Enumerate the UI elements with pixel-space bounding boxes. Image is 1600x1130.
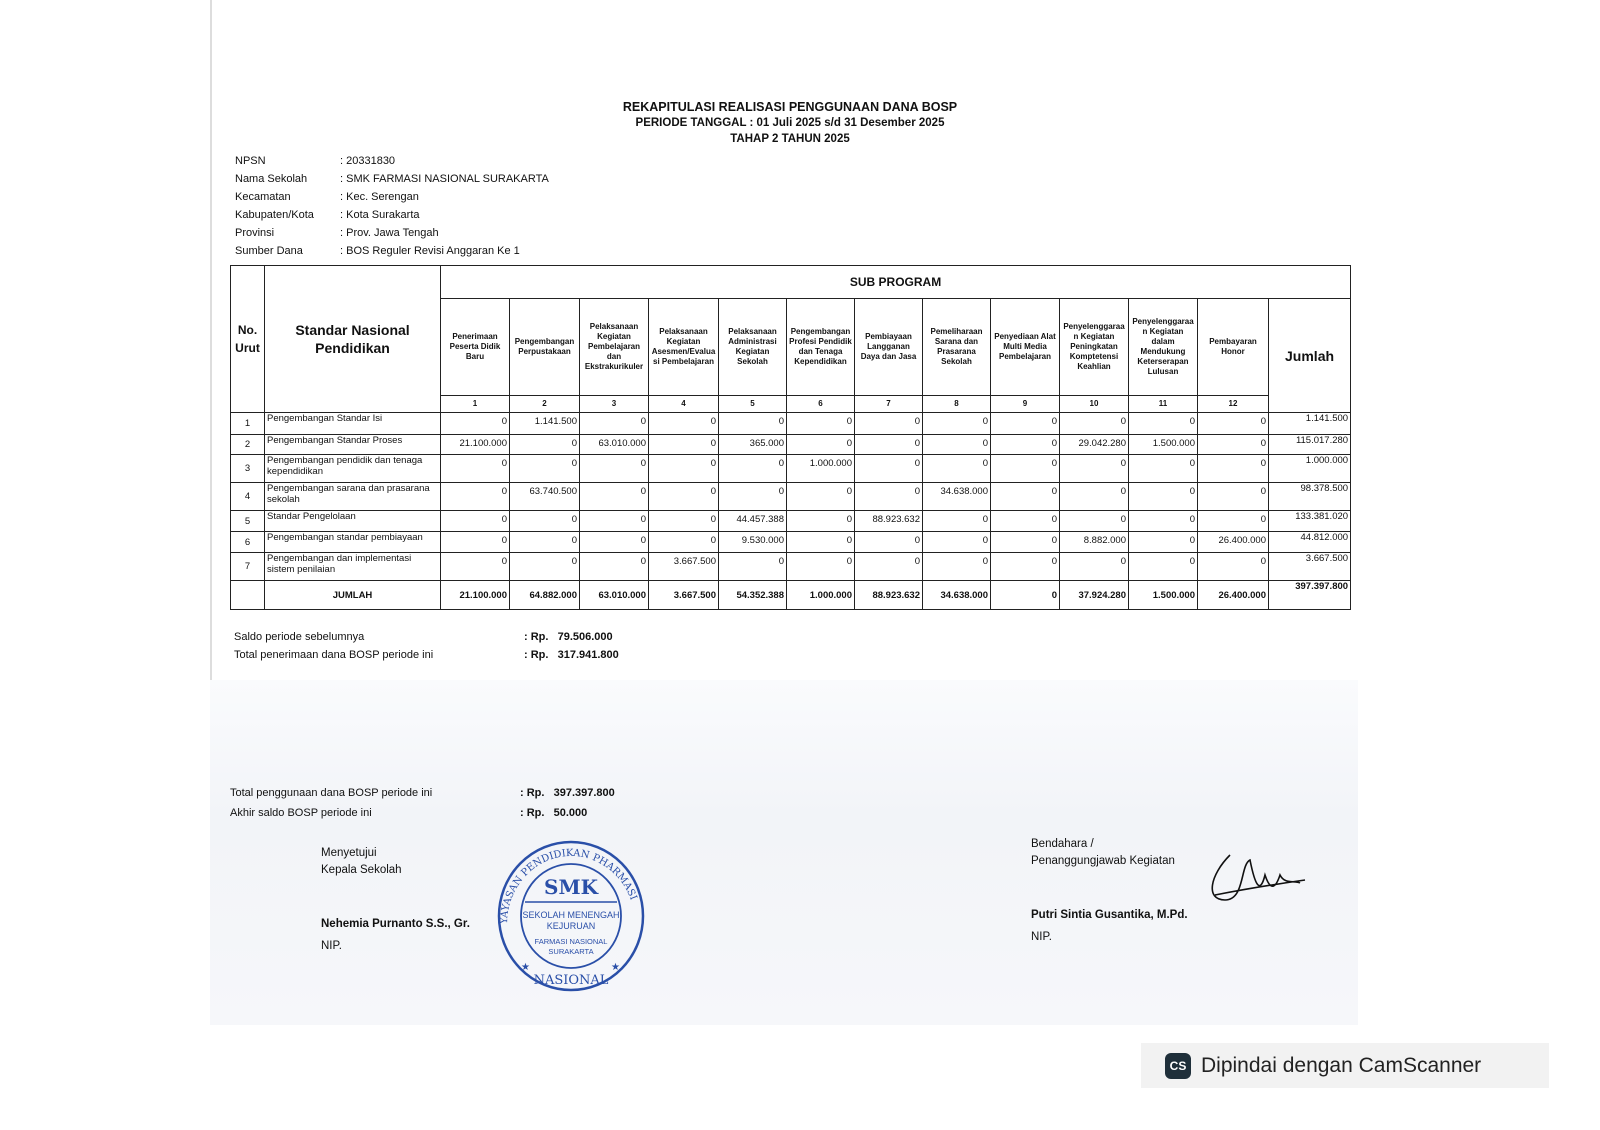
total-blank xyxy=(231,581,265,610)
cell-value: 0 xyxy=(1198,455,1269,483)
table-row xyxy=(231,483,1351,511)
table-row xyxy=(231,413,1351,435)
cell-value: 0 xyxy=(787,553,855,581)
total-value: 1.500.000 xyxy=(1129,581,1198,610)
cell-value: 0 xyxy=(719,413,787,435)
info-label: Kabupaten/Kota xyxy=(235,209,314,221)
cell-value: 0 xyxy=(1198,413,1269,435)
camscanner-text: Dipindai dengan CamScanner xyxy=(1201,1053,1482,1077)
cell-value: 0 xyxy=(510,435,580,455)
table-row xyxy=(231,532,1351,553)
row-standard-name: Pengembangan dan implementasi sistem penilaian xyxy=(265,553,441,581)
column-header: Pengembangan Perpustakaan xyxy=(510,299,580,396)
row-number: 1 xyxy=(231,413,265,435)
cell-value: 0 xyxy=(580,553,649,581)
cell-value: 8.882.000 xyxy=(1060,532,1129,553)
cell-value: 0 xyxy=(787,413,855,435)
info-row xyxy=(235,224,549,242)
cell-value: 29.042.280 xyxy=(1060,435,1129,455)
cell-value: 0 xyxy=(1129,455,1198,483)
svg-text:FARMASI NASIONAL: FARMASI NASIONAL xyxy=(534,937,608,946)
row-standard-name: Standar Pengelolaan xyxy=(265,511,441,532)
info-label: Nama Sekolah xyxy=(235,173,308,185)
cell-value: 1.141.500 xyxy=(510,413,580,435)
svg-text:★: ★ xyxy=(611,962,620,973)
cell-value: 0 xyxy=(1198,435,1269,455)
school-stamp xyxy=(495,832,645,992)
cell-value: 0 xyxy=(649,511,719,532)
column-number: 2 xyxy=(510,396,580,413)
info-row xyxy=(235,206,549,224)
approve-label: Menyetujui xyxy=(321,847,377,859)
cell-value: 0 xyxy=(580,455,649,483)
cell-value: 0 xyxy=(580,483,649,511)
cell-value: 0 xyxy=(923,455,991,483)
total-value: 34.638.000 xyxy=(923,581,991,610)
cell-value: 0 xyxy=(855,435,923,455)
principal-nip: NIP. xyxy=(321,940,342,952)
treasurer-label: Bendahara / xyxy=(1031,838,1094,850)
total-value: 64.882.000 xyxy=(510,581,580,610)
total-value: 88.923.632 xyxy=(855,581,923,610)
akhir-label: Akhir saldo BOSP periode ini xyxy=(230,807,372,819)
row-total: 133.381.020 xyxy=(1269,511,1351,532)
info-value: : BOS Reguler Revisi Anggaran Ke 1 xyxy=(340,245,520,257)
cell-value: 0 xyxy=(719,483,787,511)
info-row xyxy=(235,170,549,188)
column-header: Pembiayaan Langganan Daya dan Jasa xyxy=(855,299,923,396)
cell-value: 0 xyxy=(441,413,510,435)
cell-value: 0 xyxy=(1129,483,1198,511)
treasurer-nip: NIP. xyxy=(1031,931,1052,943)
penggunaan-value: : Rp. 397.397.800 xyxy=(520,787,615,799)
cell-value: 0 xyxy=(441,553,510,581)
akhir-value: : Rp. 50.000 xyxy=(520,807,588,819)
cell-value: 0 xyxy=(1129,532,1198,553)
cell-value: 0 xyxy=(649,532,719,553)
cell-value: 0 xyxy=(510,511,580,532)
column-header: Pelaksanaan Administrasi Kegiatan Sekolah xyxy=(719,299,787,396)
cell-value: 0 xyxy=(1060,483,1129,511)
cell-value: 0 xyxy=(719,553,787,581)
row-number: 3 xyxy=(231,455,265,483)
column-number: 11 xyxy=(1129,396,1198,413)
sub-program-header: SUB PROGRAM xyxy=(441,266,1351,299)
cell-value: 0 xyxy=(441,483,510,511)
doc-period: PERIODE TANGGAL : 01 Juli 2025 s/d 31 Desember 2025 xyxy=(635,117,945,129)
row-standard-name: Pengembangan pendidik dan tenaga kependidikan xyxy=(265,455,441,483)
signature-left xyxy=(321,845,470,955)
row-number: 6 xyxy=(231,532,265,553)
penerimaan-label: Total penerimaan dana BOSP periode ini xyxy=(234,649,434,661)
table-row xyxy=(231,553,1351,581)
cell-value: 0 xyxy=(580,413,649,435)
total-penerimaan xyxy=(234,648,619,662)
total-value: 63.010.000 xyxy=(580,581,649,610)
total-value: 3.667.500 xyxy=(649,581,719,610)
cell-value: 0 xyxy=(510,532,580,553)
cell-value: 26.400.000 xyxy=(1198,532,1269,553)
row-total: 44.812.000 xyxy=(1269,532,1351,553)
cell-value: 0 xyxy=(855,483,923,511)
cell-value: 0 xyxy=(1198,511,1269,532)
total-label: JUMLAH xyxy=(265,581,441,610)
doc-title: REKAPITULASI REALISASI PENGGUNAAN DANA BOSP xyxy=(622,100,958,114)
cell-value: 0 xyxy=(923,435,991,455)
svg-text:YAYASAN PENDIDIKAN PHARMASI: YAYASAN PENDIDIKAN PHARMASI xyxy=(498,847,639,925)
cell-value: 0 xyxy=(991,435,1060,455)
row-standard-name: Pengembangan Standar Isi xyxy=(265,413,441,435)
cell-value: 0 xyxy=(855,553,923,581)
table-row xyxy=(231,511,1351,532)
svg-text:SURAKARTA: SURAKARTA xyxy=(548,947,594,956)
doc-stage: TAHAP 2 TAHUN 2025 xyxy=(730,133,850,145)
cell-value: 0 xyxy=(649,483,719,511)
column-header: Penyediaan Alat Multi Media Pembelajaran xyxy=(991,299,1060,396)
treasurer-name: Putri Sintia Gusantika, M.Pd. xyxy=(1031,909,1188,921)
row-total: 115.017.280 xyxy=(1269,435,1351,455)
cell-value: 0 xyxy=(991,413,1060,435)
cell-value: 0 xyxy=(855,532,923,553)
svg-text:SEKOLAH MENENGAH: SEKOLAH MENENGAH xyxy=(522,910,620,920)
column-header: Pengembangan Profesi Pendidik dan Tenaga Kependidikan xyxy=(787,299,855,396)
cell-value: 0 xyxy=(580,532,649,553)
column-number: 4 xyxy=(649,396,719,413)
column-header: Pemeliharaan Sarana dan Prasarana Sekolah xyxy=(923,299,991,396)
info-value: : Prov. Jawa Tengah xyxy=(340,227,439,239)
column-number: 6 xyxy=(787,396,855,413)
cell-value: 1.000.000 xyxy=(787,455,855,483)
saldo-label: Saldo periode sebelumnya xyxy=(234,631,365,643)
row-standard-name: Pengembangan standar pembiayaan xyxy=(265,532,441,553)
column-header: Penerimaan Peserta Didik Baru xyxy=(441,299,510,396)
row-number: 7 xyxy=(231,553,265,581)
cell-value: 0 xyxy=(1060,553,1129,581)
principal-label: Kepala Sekolah xyxy=(321,864,402,876)
column-header: Pelaksanaan Kegiatan Asesmen/Evaluasi Pembelajaran xyxy=(649,299,719,396)
jumlah-header: Jumlah xyxy=(1269,299,1351,413)
info-value: : Kota Surakarta xyxy=(340,209,420,221)
row-total: 98.378.500 xyxy=(1269,483,1351,511)
cell-value: 0 xyxy=(510,455,580,483)
info-row xyxy=(235,188,549,206)
svg-text:NASIONAL: NASIONAL xyxy=(533,973,609,988)
cell-value: 0 xyxy=(1129,511,1198,532)
row-standard-name: Pengembangan sarana dan prasarana sekolah xyxy=(265,483,441,511)
cell-value: 0 xyxy=(580,511,649,532)
column-number: 8 xyxy=(923,396,991,413)
cell-value: 0 xyxy=(1198,483,1269,511)
cell-value: 0 xyxy=(510,553,580,581)
cell-value: 0 xyxy=(855,413,923,435)
cell-value: 0 xyxy=(923,413,991,435)
cell-value: 365.000 xyxy=(719,435,787,455)
camscanner-watermark xyxy=(1141,1043,1549,1088)
cell-value: 21.100.000 xyxy=(441,435,510,455)
cell-value: 1.500.000 xyxy=(1129,435,1198,455)
column-number: 3 xyxy=(580,396,649,413)
total-value: 54.352.388 xyxy=(719,581,787,610)
row-total: 3.667.500 xyxy=(1269,553,1351,581)
cell-value: 0 xyxy=(441,532,510,553)
camscanner-logo-icon: CS xyxy=(1165,1053,1191,1079)
responsible-label: Penanggungjawab Kegiatan xyxy=(1031,855,1175,867)
total-value: 37.924.280 xyxy=(1060,581,1129,610)
cell-value: 0 xyxy=(923,532,991,553)
no-header: No. Urut xyxy=(231,266,265,413)
cell-value: 0 xyxy=(855,455,923,483)
cell-value: 0 xyxy=(441,455,510,483)
akhir-saldo xyxy=(230,806,587,820)
grand-total: 397.397.800 xyxy=(1269,581,1351,610)
cell-value: 0 xyxy=(1129,413,1198,435)
cell-value: 0 xyxy=(1129,553,1198,581)
cell-value: 0 xyxy=(1060,455,1129,483)
cell-value: 0 xyxy=(991,455,1060,483)
cell-value: 0 xyxy=(923,511,991,532)
cell-value: 0 xyxy=(787,435,855,455)
cell-value: 0 xyxy=(991,511,1060,532)
cell-value: 0 xyxy=(1060,511,1129,532)
info-row xyxy=(235,152,549,170)
row-number: 5 xyxy=(231,511,265,532)
info-value: : 20331830 xyxy=(340,155,396,167)
column-number: 5 xyxy=(719,396,787,413)
total-penggunaan xyxy=(230,786,615,800)
info-label: Sumber Dana xyxy=(235,245,303,257)
column-header: Pelaksanaan Kegiatan Pembelajaran dan Ekstrakurikuler xyxy=(580,299,649,396)
info-value: : SMK FARMASI NASIONAL SURAKARTA xyxy=(340,173,549,185)
cell-value: 44.457.388 xyxy=(719,511,787,532)
cell-value: 0 xyxy=(1060,413,1129,435)
cell-value: 0 xyxy=(991,483,1060,511)
svg-text:KEJURUAN: KEJURUAN xyxy=(546,921,596,931)
cell-value: 63.740.500 xyxy=(510,483,580,511)
info-label: Provinsi xyxy=(235,227,275,239)
cell-value: 9.530.000 xyxy=(719,532,787,553)
row-total: 1.000.000 xyxy=(1269,455,1351,483)
column-number: 7 xyxy=(855,396,923,413)
cell-value: 0 xyxy=(923,553,991,581)
cell-value: 63.010.000 xyxy=(580,435,649,455)
recap-table xyxy=(230,265,1351,610)
svg-text:★: ★ xyxy=(521,962,530,973)
cell-value: 0 xyxy=(649,455,719,483)
cell-value: 0 xyxy=(991,553,1060,581)
column-number: 12 xyxy=(1198,396,1269,413)
info-label: NPSN xyxy=(235,155,266,167)
cell-value: 0 xyxy=(787,483,855,511)
total-value: 1.000.000 xyxy=(787,581,855,610)
penggunaan-label: Total penggunaan dana BOSP periode ini xyxy=(230,787,433,799)
row-number: 4 xyxy=(231,483,265,511)
signature-right xyxy=(1031,836,1188,946)
cell-value: 0 xyxy=(1198,553,1269,581)
cell-value: 3.667.500 xyxy=(649,553,719,581)
cell-value: 88.923.632 xyxy=(855,511,923,532)
row-standard-name: Pengembangan Standar Proses xyxy=(265,435,441,455)
standar-header: Standar Nasional Pendidikan xyxy=(265,266,441,413)
column-number: 9 xyxy=(991,396,1060,413)
column-number: 10 xyxy=(1060,396,1129,413)
penerimaan-value: : Rp. 317.941.800 xyxy=(524,649,619,661)
cell-value: 0 xyxy=(787,511,855,532)
row-total: 1.141.500 xyxy=(1269,413,1351,435)
saldo-sebelumnya xyxy=(234,630,613,644)
column-header: Pembayaran Honor xyxy=(1198,299,1269,396)
cell-value: 34.638.000 xyxy=(923,483,991,511)
cell-value: 0 xyxy=(649,435,719,455)
table-row xyxy=(231,435,1351,455)
total-value: 0 xyxy=(991,581,1060,610)
cell-value: 0 xyxy=(649,413,719,435)
column-header: Penyelenggaraan Kegiatan Peningkatan Komptetensi Keahlian xyxy=(1060,299,1129,396)
info-row xyxy=(235,242,549,260)
total-row xyxy=(231,581,1351,610)
table-row xyxy=(231,455,1351,483)
cell-value: 0 xyxy=(441,511,510,532)
svg-text:SMK: SMK xyxy=(544,875,598,899)
principal-name: Nehemia Purnanto S.S., Gr. xyxy=(321,918,470,930)
info-value: : Kec. Serengan xyxy=(340,191,419,203)
cell-value: 0 xyxy=(719,455,787,483)
total-value: 21.100.000 xyxy=(441,581,510,610)
info-label: Kecamatan xyxy=(235,191,291,203)
school-info xyxy=(235,152,549,260)
cell-value: 0 xyxy=(991,532,1060,553)
saldo-value: : Rp. 79.506.000 xyxy=(524,631,613,643)
column-header: Penyelenggaraan Kegiatan dalam Mendukung Keterserapan Lulusan xyxy=(1129,299,1198,396)
column-number: 1 xyxy=(441,396,510,413)
handwritten-signature xyxy=(1200,845,1310,915)
total-value: 26.400.000 xyxy=(1198,581,1269,610)
row-number: 2 xyxy=(231,435,265,455)
cell-value: 0 xyxy=(787,532,855,553)
